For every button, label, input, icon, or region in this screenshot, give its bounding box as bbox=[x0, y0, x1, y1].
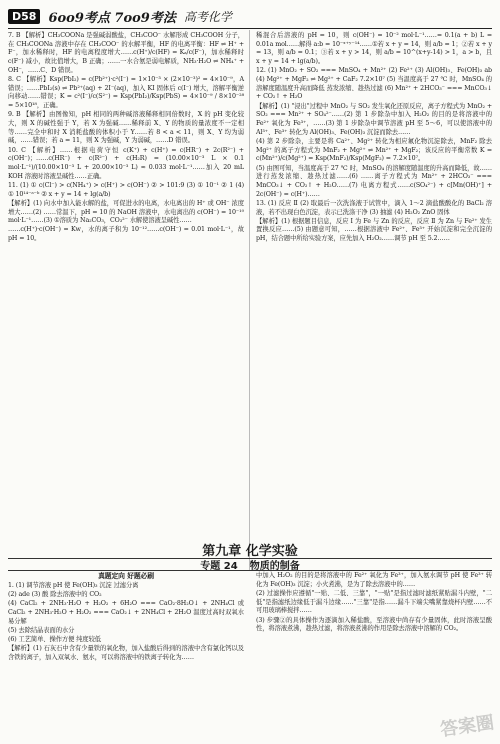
answer-1-part-1: 1. (1) 调节溶液 pH 使 Fe(OH)₃ 沉淀 过滤分离 bbox=[8, 581, 139, 589]
bottom-right-column bbox=[256, 572, 492, 634]
answer-12: 12. (1) MnO₂ + SO₂ === MnSO₄ + Mn²⁺ (2) Fe²⁺ (3) Al(OH)₃、Fe(OH)₃ ab (4) Mg²⁺ + MgF₂ ⇌ Mg²⁺ + CaF₂ 7.2×10⁷ (5) 当温度高于 27 ℃ 时，MnSO₄ 的溶解度随温度升高而降低 蒸发浓缩、趁热过滤 (6) Mn²⁺ + 2HCO₃⁻ === MnCO₃↓ + CO₂↑ + H₂O bbox=[256, 67, 492, 101]
answer-13-explanation: 【解析】(1) 根据题目信息，反应 Ⅰ 为 Fe 与 Zn 的反应，反应 Ⅱ 为 Zn 与 Fe²⁺ 发生置换反应……(5) 由题意可知，……根据溶液中 Fe²⁺、Fe³⁺ 开始沉淀和完全沉淀的 pH，结合题中所给实验方案，应先加入 H₂O₂……调节 pH 至 5.2…… bbox=[256, 217, 492, 243]
topic-band bbox=[8, 558, 492, 571]
answer-11-explanation-cont: ……c(H⁺)·c(OH⁻) = Kw，水的离子积为 10⁻¹²……c(OH⁻) = 0.01 mol·L⁻¹，故 pH = 10。 bbox=[8, 226, 244, 243]
answer-12-explanation-c: (5) 由图可知，当温度高于 27 ℃ 时，MnSO₄ 的溶解度随温度的升高而降低，故……进行蒸发浓缩、趁热过滤……(6) ……离子方程式为 Mn²⁺ + 2HCO₃⁻ === MnCO₃↓ + CO₂↑ + H₂O……(7) 电离方程式……c(SO₄²⁻) + c[Mn(OH)⁺] + 2c(OH⁻) = c(H⁺)…… bbox=[256, 164, 492, 198]
answer-11-explanation: 【解析】(1) 向水中加入能水解的盐，可促进水的电离，水电离出的 H⁺ 或 OH⁻ 浓度增大……(2) ……常温下，pH = 10 的 NaOH 溶液中，水电离出的 c(OH⁻) = 10⁻¹⁰ mol·L⁻¹……(3) ①溶质为 Na₂CO₃，CO₃²⁻ 水解使溶液呈碱性…… bbox=[8, 199, 244, 225]
subject-title: 高考化学 bbox=[183, 9, 232, 24]
answer-10: 10. C 【解析】……根据电荷守恒 c(K⁺) + c(H⁺) = c(HR⁻) + 2c(R²⁻) + c(OH⁻)；……c(HR⁻) + c(R²⁻) + c(H₂R) = (10.00×10⁻³ L × 0.1 mol·L⁻¹)/(10.00×10⁻³ L + 20.00×10⁻³ L) ≈ 0.033 mol·L⁻¹……加入 20 mL KOH 溶液时溶液呈碱性……正确。 bbox=[8, 146, 244, 180]
answer-1-explanation-3: (3) 步骤②的具体操作为逐滴加入稀盐酸，至溶液中尚存有少量固体，此时溶液呈酸性，将溶液煮沸，趁热过滤，将溶液煮沸的作用是除去溶液中溶解的 CO₂。 bbox=[256, 616, 492, 633]
column-divider bbox=[249, 30, 250, 570]
section-heading: 真题定向 好题必刷 bbox=[98, 572, 154, 580]
topic-number: 专题 24 bbox=[200, 561, 238, 572]
right-column bbox=[256, 32, 492, 244]
answer-1-explanation: 【解析】(1) 石灰石中含有少量铁的氧化物，加入盐酸后得到的溶液中含有氯化钙以及含铁的离子，加入双氧水、氨水，可以将溶液中的铁离子转化为…… bbox=[8, 645, 244, 661]
answer-7: 7. B 【解析】CH₃COONa 是强碱弱酸盐，CH₃COO⁻ 水解形成 CH₃COOH 分子，在 CH₃COONa 溶液中存在 CH₃COO⁻ 的水解平衡，HF 的电离平衡：HF ⇌ H⁺ + F⁻，加水稀释时，HF 的电离程度增大……c(H⁺)/c(HF) = Kₐ/c(F⁻)，加水稀释时 c(F⁻) 减小，故比值增大，B 正确；……一水合氨是弱电解质，NH₃·H₂O ⇌ NH₄⁺ + OH⁻，……C、D 错误。 bbox=[8, 32, 244, 74]
answer-9: 9. B 【解析】由图像知，pH 相同的两种碱溶液稀释相同倍数时，X 的 pH 变化较大，则 X 的碱性强于 Y，若 X 为强碱……稀释前 X、Y 的物质的量浓度不一定相等……完全中和时 X 消耗盐酸的体积小于 Y……若 8 < a < 11，则 X、Y 均为弱碱，……错误；若 a = 11，则 X 为强碱，Y 为弱碱，……D 错误。 bbox=[8, 111, 244, 145]
book-logo: 6oo9考点 7oo9考法 bbox=[48, 10, 176, 26]
topic-title: 物质的制备 bbox=[249, 561, 300, 572]
answer-12-explanation-b: (4) 第 2 步除杂，主要是将 Ca²⁺、Mg²⁺ 转化为相应氟化物沉淀除去，MnF₂ 除去 Mg²⁺ 的离子方程式为 MnF₂ + Mg²⁺ ⇌ Mn²⁺ + MgF₂；该反应的平衡常数 K = c(Mn²⁺)/c(Mg²⁺) = Ksp(MnF₂)/Ksp(MgF₂) = 7.2×10⁷。 bbox=[256, 137, 492, 163]
answer-13: 13. (1) 反应 Ⅱ (2) 取最后一次洗涤液于试管中，滴入 1～2 滴盐酸酸化的 BaCl₂ 溶液，若不出现白色沉淀，表示已洗涤干净 (3) 抽滤 (4) H₂O₂ ZnO 固体 bbox=[256, 199, 492, 216]
answer-11-cont: 稀混合后溶液的 pH = 10，则 c(OH⁻) = 10⁻² mol·L⁻¹……= 0.1(a + b) L = 0.01a mol……解得 a:b = 10⁻ˣ⁺ʸ⁻¹⁴……①若 x + y = 14，则 a/b = 1；②若 x + y = 13，则 a/b = 0.1；③若 x + y > 14，则 a/b = 10^(x+y-14) > 1，a > b，且 x + y = 14 + lg(a/b)。 bbox=[256, 32, 492, 66]
watermark-logo: 答案圈 bbox=[439, 712, 496, 741]
answer-1-explanation-2: (2) 过滤操作应遵循"一贴、二低、三靠"，"一贴"是指过滤时滤纸紧贴漏斗内壁，"二低"是指滤纸边缘低于漏斗边缘……"三靠"是指……漏斗下端尖嘴紧靠烧杯内壁……不可用玻璃棒搅拌…… bbox=[256, 589, 492, 615]
left-column bbox=[8, 32, 244, 244]
answer-11: 11. (1) ① c(Cl⁻) > c(NH₄⁺) > c(H⁺) > c(OH⁻) ② > 101:9 (3) ① 10⁻¹ ② 1 (4) ① 10¹⁴⁻ᵃ⁻ᵇ ② x + y = 14 + lg(a/b) bbox=[8, 181, 244, 198]
answer-1-part-5: (5) 去除结晶表面的水分 bbox=[8, 626, 75, 634]
answer-1-explanation-cont: 中加入 H₂O₂ 的目的是将溶液中的 Fe²⁺ 氧化为 Fe³⁺，加入氨水调节 pH 使 Fe³⁺ 转化为 Fe(OH)₃ 沉淀；小火煮沸，是为了除去溶液中的…… bbox=[256, 572, 492, 588]
answer-1-part-4: (4) CaCl₂ + 2NH₃·H₂O + H₂O₂ + 6H₂O === CaO₂·8H₂O↓ + 2NH₄Cl 或 CaCl₂ + 2NH₃·H₂O + H₂O₂ === CaO₂↓ + 2NH₄Cl + 2H₂O 温度过高时双氧水易分解 bbox=[8, 600, 244, 625]
answer-12-explanation: 【解析】(1) "浸出"过程中 MnO₂ 与 SO₂ 发生氧化还原反应，离子方程式为 MnO₂ + SO₂ === Mn²⁺ + SO₄²⁻……(2) 第 1 步除杂中加入 H₂O₂ 的目的是将溶液中的 Fe²⁺ 氧化为 Fe³⁺，……(3) 第 1 步除杂中调节溶液 pH 至 5～6，可以使溶液中的 Al³⁺、Fe³⁺ 转化为 Al(OH)₃、Fe(OH)₃ 沉淀而除去…… bbox=[256, 102, 492, 136]
page-header bbox=[8, 4, 492, 29]
bottom-left-column bbox=[8, 572, 244, 663]
chapter-title: 第九章 化学实验 bbox=[202, 544, 298, 559]
answer-1-part-2: (2) ade (3) 酸 除去溶液中的 CO₂ bbox=[8, 590, 102, 598]
page-number: D58 bbox=[8, 9, 40, 24]
answer-8: 8. C 【解析】Ksp(PbI₂) = c(Pb²⁺)·c²(I⁻) = 1×10⁻³ × (2×10⁻³)² = 4×10⁻⁹，A 错误；……PbI₂(s) ⇌ Pb²⁺(aq) + 2I⁻(aq)，加入 KI 固体后 c(I⁻) 增大，溶解平衡逆向移动……错误；K = c²(I⁻)/c(S²⁻) = Ksp(PbI₂)/Ksp(PbS) = 4×10⁻⁹ / 8×10⁻²⁸ = 5×10¹⁸，正确。 bbox=[8, 76, 244, 110]
answer-1-part-6: (6) 工艺简单、操作方便 纯度较低 bbox=[8, 635, 101, 643]
